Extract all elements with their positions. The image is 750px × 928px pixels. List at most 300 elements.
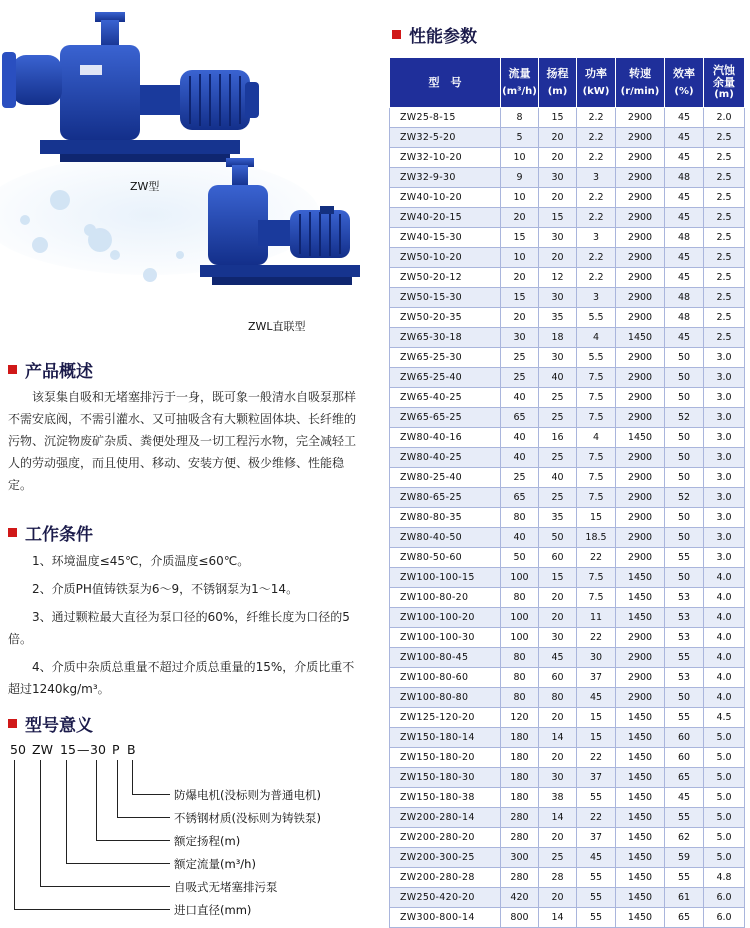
value-cell: 2900 [616,628,665,648]
value-cell: 18 [539,328,577,348]
value-cell: 14 [539,908,577,928]
value-cell: 3 [577,288,616,308]
value-cell: 53 [665,668,704,688]
value-cell: 4.0 [704,648,745,668]
value-cell: 180 [501,728,539,748]
table-row [390,148,745,168]
value-cell: 4 [577,428,616,448]
value-cell: 2900 [616,168,665,188]
table-row [390,648,745,668]
value-cell: 2.5 [704,308,745,328]
value-cell: 3.0 [704,448,745,468]
value-cell: 180 [501,788,539,808]
value-cell: 20 [539,608,577,628]
header-cell: 功率 (kW) [577,58,616,108]
table-row [390,108,745,128]
value-cell: 12 [539,268,577,288]
value-cell: 50 [665,528,704,548]
value-cell: 55 [665,648,704,668]
value-cell: 40 [539,368,577,388]
value-cell: 50 [665,368,704,388]
table-row [390,728,745,748]
condition-item: 3、通过颗粒最大直径为泵口径的60%，纤维长度为口径的5倍。 [8,610,350,646]
value-cell: 2900 [616,368,665,388]
model-cell: ZW40-15-30 [390,228,501,248]
value-cell: 48 [665,228,704,248]
value-cell: 2.2 [577,208,616,228]
value-cell: 45 [665,128,704,148]
value-cell: 2.2 [577,188,616,208]
value-cell: 50 [665,348,704,368]
model-cell: ZW200-280-28 [390,868,501,888]
value-cell: 55 [577,788,616,808]
value-cell: 35 [539,508,577,528]
model-cell: ZW80-80-35 [390,508,501,528]
value-cell: 35 [539,308,577,328]
value-cell: 3.0 [704,408,745,428]
table-row [390,548,745,568]
model-cell: ZW40-20-15 [390,208,501,228]
value-cell: 30 [539,288,577,308]
model-cell: ZW100-80-80 [390,688,501,708]
value-cell: 3 [577,228,616,248]
value-cell: 30 [539,768,577,788]
code-part: — [77,742,90,757]
value-cell: 50 [665,448,704,468]
value-cell: 800 [501,908,539,928]
model-cell: ZW150-180-30 [390,768,501,788]
value-cell: 3.0 [704,388,745,408]
model-cell: ZW65-65-25 [390,408,501,428]
value-cell: 28 [539,868,577,888]
model-cell: ZW32-10-20 [390,148,501,168]
value-cell: 40 [501,528,539,548]
value-cell: 22 [577,808,616,828]
model-cell: ZW80-25-40 [390,468,501,488]
value-cell: 7.5 [577,388,616,408]
value-cell: 2900 [616,288,665,308]
table-row [390,668,745,688]
table-row [390,128,745,148]
table-row [390,228,745,248]
value-cell: 4.0 [704,608,745,628]
model-cell: ZW40-10-20 [390,188,501,208]
value-cell: 15 [577,508,616,528]
value-cell: 30 [501,328,539,348]
model-cell: ZW100-100-30 [390,628,501,648]
header-cell: 转速 (r/min) [616,58,665,108]
model-cell: ZW250-420-20 [390,888,501,908]
value-cell: 20 [539,888,577,908]
model-cell: ZW80-50-60 [390,548,501,568]
table-row [390,848,745,868]
value-cell: 4.8 [704,868,745,888]
table-row [390,528,745,548]
value-cell: 37 [577,668,616,688]
model-cell: ZW200-300-25 [390,848,501,868]
conditions-heading [8,520,93,545]
value-cell: 15 [539,208,577,228]
table-row [390,448,745,468]
value-cell: 7.5 [577,368,616,388]
value-cell: 30 [539,168,577,188]
value-cell: 80 [501,668,539,688]
model-cell: ZW80-40-16 [390,428,501,448]
value-cell: 55 [665,708,704,728]
value-cell: 80 [501,508,539,528]
value-cell: 25 [539,848,577,868]
value-cell: 48 [665,308,704,328]
value-cell: 2.5 [704,128,745,148]
table-row [390,308,745,328]
table-row [390,388,745,408]
value-cell: 40 [501,448,539,468]
value-cell: 5.5 [577,308,616,328]
model-cell: ZW50-20-12 [390,268,501,288]
params-heading [392,22,477,47]
value-cell: 180 [501,748,539,768]
value-cell: 20 [501,268,539,288]
value-cell: 22 [577,628,616,648]
value-cell: 50 [665,428,704,448]
value-cell: 2900 [616,388,665,408]
value-cell: 45 [665,208,704,228]
table-row [390,828,745,848]
value-cell: 10 [501,248,539,268]
value-cell: 2900 [616,348,665,368]
value-cell: 15 [577,728,616,748]
model-cell: ZW65-40-25 [390,388,501,408]
model-cell: ZW100-100-20 [390,608,501,628]
condition-item: 4、介质中杂质总重量不超过介质总重量的15%，介质比重不超过1240kg/m³。 [8,660,355,696]
value-cell: 25 [501,348,539,368]
value-cell: 2900 [616,248,665,268]
value-cell: 180 [501,768,539,788]
table-row [390,488,745,508]
condition-item: 1、环境温度≤45℃，介质温度≤60℃。 [32,554,250,568]
value-cell: 5.0 [704,768,745,788]
value-cell: 1450 [616,708,665,728]
value-cell: 120 [501,708,539,728]
value-cell: 50 [665,508,704,528]
conditions-heading-text: 工作条件 [25,525,93,545]
value-cell: 45 [665,788,704,808]
value-cell: 2.5 [704,208,745,228]
model-cell: ZW32-5-20 [390,128,501,148]
value-cell: 48 [665,168,704,188]
value-cell: 1450 [616,808,665,828]
table-row [390,328,745,348]
value-cell: 25 [501,468,539,488]
value-cell: 50 [501,548,539,568]
table-row [390,568,745,588]
value-cell: 2.5 [704,328,745,348]
value-cell: 4.5 [704,708,745,728]
value-cell: 25 [539,488,577,508]
legend-pump-type: 自吸式无堵塞排污泵 [174,880,278,894]
value-cell: 100 [501,568,539,588]
value-cell: 22 [577,548,616,568]
value-cell: 280 [501,868,539,888]
value-cell: 2900 [616,448,665,468]
value-cell: 7.5 [577,468,616,488]
model-cell: ZW50-10-20 [390,248,501,268]
value-cell: 65 [665,908,704,928]
pump-illustration [0,0,380,345]
value-cell: 5 [501,128,539,148]
value-cell: 25 [501,368,539,388]
table-row [390,748,745,768]
value-cell: 10 [501,188,539,208]
value-cell: 3.0 [704,488,745,508]
value-cell: 2900 [616,228,665,248]
value-cell: 59 [665,848,704,868]
value-cell: 2.2 [577,148,616,168]
value-cell: 1450 [616,848,665,868]
value-cell: 420 [501,888,539,908]
value-cell: 7.5 [577,448,616,468]
value-cell: 2.0 [704,108,745,128]
params-heading-text: 性能参数 [409,27,477,47]
model-code-diagram [0,742,380,922]
value-cell: 2900 [616,408,665,428]
table-row [390,788,745,808]
value-cell: 45 [665,148,704,168]
value-cell: 4.0 [704,688,745,708]
model-cell: ZW300-800-14 [390,908,501,928]
conditions-list [8,550,366,700]
model-cell: ZW200-280-14 [390,808,501,828]
legend-stainless: 不锈钢材质(没标则为铸铁泵) [174,811,321,825]
value-cell: 15 [501,288,539,308]
value-cell: 20 [539,128,577,148]
value-cell: 16 [539,428,577,448]
zw-caption: ZW型 [130,180,160,193]
value-cell: 65 [501,488,539,508]
value-cell: 3.0 [704,468,745,488]
value-cell: 80 [501,588,539,608]
value-cell: 2.5 [704,248,745,268]
value-cell: 2.5 [704,228,745,248]
value-cell: 2900 [616,128,665,148]
value-cell: 40 [539,468,577,488]
spec-table [389,57,745,928]
value-cell: 2.2 [577,128,616,148]
value-cell: 45 [665,248,704,268]
value-cell: 80 [539,688,577,708]
zwl-caption: ZWL直联型 [248,320,306,333]
model-cell: ZW100-80-45 [390,648,501,668]
model-cell: ZW65-25-40 [390,368,501,388]
model-cell: ZW80-40-50 [390,528,501,548]
value-cell: 45 [577,688,616,708]
value-cell: 37 [577,768,616,788]
value-cell: 30 [539,348,577,368]
value-cell: 300 [501,848,539,868]
header-cell: 扬程 (m) [539,58,577,108]
value-cell: 2900 [616,668,665,688]
red-square-icon [8,365,17,374]
value-cell: 80 [501,688,539,708]
value-cell: 2900 [616,308,665,328]
model-meaning-heading-text: 型号意义 [25,716,93,736]
value-cell: 53 [665,588,704,608]
value-cell: 1450 [616,588,665,608]
table-row [390,368,745,388]
value-cell: 2900 [616,148,665,168]
overview-paragraph: 该泵集自吸和无堵塞排污于一身，既可象一般清水自吸泵那样不需安底阀，不需引灌水、又可抽吸含有大颗粒固体块、长纤维的污物、沉淀物废矿杂质、粪便处理及一切工程污水物，完全减轻工人的劳动强度，而且使用、移动、安装方便、极少维修、性能稳定。 [8,390,357,492]
code-part: ZW [32,742,53,757]
value-cell: 50 [665,388,704,408]
value-cell: 2900 [616,108,665,128]
table-row [390,508,745,528]
value-cell: 1450 [616,888,665,908]
table-row [390,408,745,428]
overview-heading-text: 产品概述 [25,362,93,382]
table-row [390,868,745,888]
table-row [390,188,745,208]
value-cell: 3 [577,168,616,188]
value-cell: 2900 [616,688,665,708]
value-cell: 65 [665,768,704,788]
value-cell: 30 [539,228,577,248]
value-cell: 2900 [616,208,665,228]
value-cell: 50 [539,528,577,548]
value-cell: 1450 [616,768,665,788]
table-row [390,888,745,908]
value-cell: 7.5 [577,568,616,588]
value-cell: 20 [539,828,577,848]
value-cell: 25 [539,388,577,408]
value-cell: 45 [665,188,704,208]
value-cell: 48 [665,288,704,308]
value-cell: 38 [539,788,577,808]
value-cell: 14 [539,808,577,828]
value-cell: 3.0 [704,368,745,388]
table-row [390,468,745,488]
value-cell: 4.0 [704,668,745,688]
value-cell: 7.5 [577,488,616,508]
value-cell: 30 [577,648,616,668]
value-cell: 55 [665,548,704,568]
overview-heading [8,357,93,382]
value-cell: 4.0 [704,568,745,588]
model-cell: ZW50-15-30 [390,288,501,308]
table-row [390,268,745,288]
value-cell: 60 [665,728,704,748]
value-cell: 4.0 [704,588,745,608]
model-cell: ZW65-25-30 [390,348,501,368]
value-cell: 100 [501,628,539,648]
code-part: 30 [90,742,106,757]
value-cell: 5.0 [704,788,745,808]
value-cell: 5.0 [704,728,745,748]
table-row [390,288,745,308]
value-cell: 18.5 [577,528,616,548]
value-cell: 2.5 [704,188,745,208]
value-cell: 1450 [616,428,665,448]
value-cell: 60 [539,668,577,688]
model-cell: ZW150-180-20 [390,748,501,768]
model-cell: ZW100-80-20 [390,588,501,608]
value-cell: 52 [665,408,704,428]
value-cell: 1450 [616,908,665,928]
product-image-area [0,0,380,345]
code-part: B [127,742,136,757]
table-row [390,808,745,828]
value-cell: 40 [501,428,539,448]
value-cell: 2.5 [704,288,745,308]
condition-item: 2、介质PH值铸铁泵为6～9，不锈钢泵为1～14。 [32,582,299,596]
value-cell: 2900 [616,548,665,568]
value-cell: 280 [501,808,539,828]
value-cell: 45 [539,648,577,668]
value-cell: 2900 [616,508,665,528]
value-cell: 55 [577,908,616,928]
table-row [390,428,745,448]
value-cell: 40 [501,388,539,408]
value-cell: 20 [539,148,577,168]
value-cell: 1450 [616,728,665,748]
value-cell: 2.2 [577,268,616,288]
value-cell: 15 [501,228,539,248]
red-square-icon [8,719,17,728]
model-cell: ZW100-80-60 [390,668,501,688]
model-cell: ZW200-280-20 [390,828,501,848]
value-cell: 15 [539,568,577,588]
value-cell: 4.0 [704,628,745,648]
table-row [390,588,745,608]
legend-explosion-proof: 防爆电机(没标则为普通电机) [174,788,321,802]
value-cell: 3.0 [704,548,745,568]
header-cell: 流量 (m³/h) [501,58,539,108]
value-cell: 3.0 [704,508,745,528]
value-cell: 60 [665,748,704,768]
table-row [390,208,745,228]
value-cell: 2.2 [577,248,616,268]
table-header-row [390,58,745,108]
value-cell: 2900 [616,188,665,208]
value-cell: 20 [501,208,539,228]
model-cell: ZW32-9-30 [390,168,501,188]
value-cell: 1450 [616,608,665,628]
model-cell: ZW80-40-25 [390,448,501,468]
table-row [390,168,745,188]
red-square-icon [392,30,401,39]
value-cell: 1450 [616,568,665,588]
value-cell: 5.0 [704,828,745,848]
value-cell: 20 [539,748,577,768]
value-cell: 1450 [616,828,665,848]
value-cell: 11 [577,608,616,628]
legend-head: 额定扬程(m) [174,834,241,848]
value-cell: 2900 [616,488,665,508]
value-cell: 3.0 [704,428,745,448]
table-row [390,768,745,788]
value-cell: 62 [665,828,704,848]
model-cell: ZW65-30-18 [390,328,501,348]
zw-pump-image [2,12,259,162]
value-cell: 37 [577,828,616,848]
value-cell: 52 [665,488,704,508]
value-cell: 2.5 [704,168,745,188]
value-cell: 45 [665,328,704,348]
value-cell: 55 [665,868,704,888]
value-cell: 1450 [616,868,665,888]
model-cell: ZW150-180-38 [390,788,501,808]
header-cell: 型 号 [390,58,501,108]
value-cell: 1450 [616,748,665,768]
